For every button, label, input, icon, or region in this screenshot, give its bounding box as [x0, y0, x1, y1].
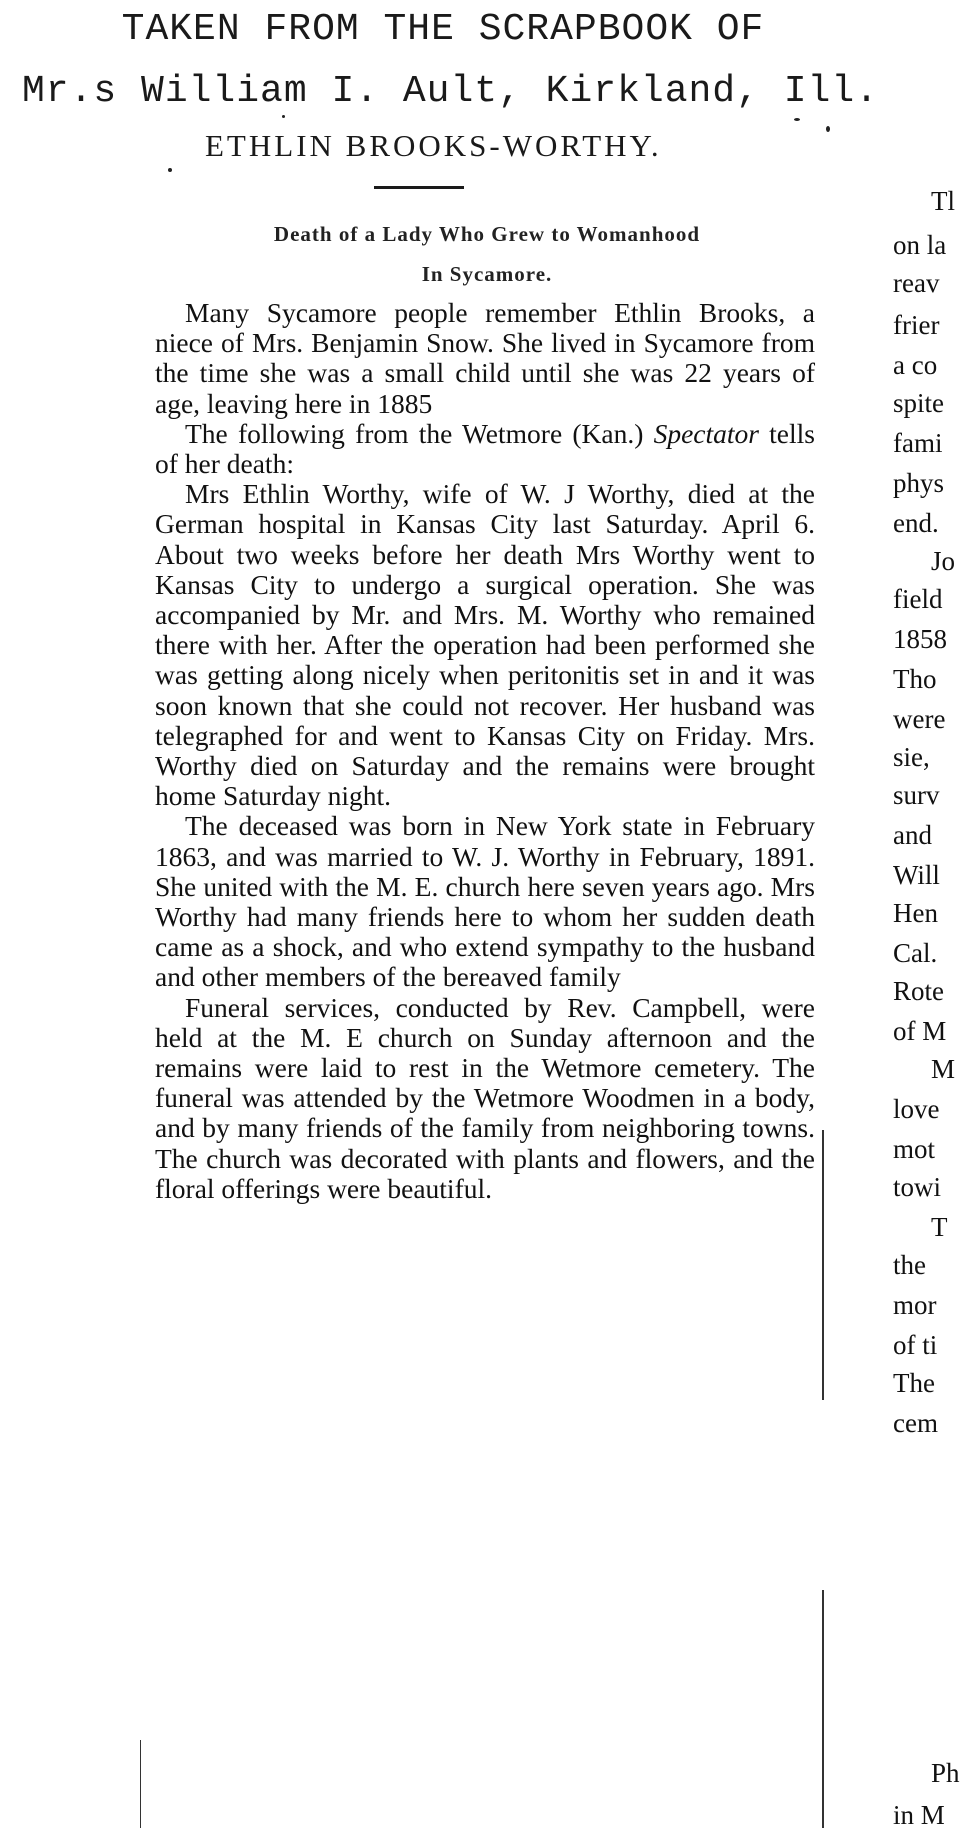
cropped-text-fragment: 1858	[893, 624, 947, 654]
cropped-text-fragment: Cal.	[893, 938, 938, 968]
cropped-text-fragment: mot	[893, 1134, 936, 1164]
article-body	[155, 298, 815, 1204]
cropped-text-fragment: in M	[893, 1800, 945, 1828]
cropped-text-fragment: and	[893, 820, 932, 850]
cropped-text-fragment: Tl	[931, 186, 955, 216]
cropped-text-fragment: frier	[893, 310, 940, 340]
cropped-text-fragment: Ph	[931, 1758, 960, 1788]
cropped-text-fragment: fami	[893, 428, 943, 458]
print-speck	[282, 115, 285, 118]
clipping-edge-line	[140, 1740, 141, 1828]
cropped-text-fragment: of ti	[893, 1330, 938, 1360]
cropped-text-fragment: end.	[893, 508, 939, 538]
scrapbook-title: TAKEN FROM THE SCRAPBOOK OF	[121, 8, 765, 51]
cropped-text-fragment: sie,	[893, 742, 930, 772]
cropped-text-fragment: cem	[893, 1408, 938, 1438]
print-speck	[168, 168, 172, 172]
source-text-before: The following from the Wetmore (Kan.)	[185, 417, 654, 449]
paragraph-source	[155, 419, 815, 479]
article-headline: ETHLIN BROOKS-WORTHY.	[205, 128, 662, 163]
cropped-text-fragment: were	[893, 704, 946, 734]
cropped-text-fragment: M	[931, 1054, 956, 1084]
source-text-after: tells of her death:	[155, 417, 815, 480]
headline-divider	[374, 186, 464, 189]
cropped-text-fragment: surv	[893, 780, 940, 810]
column-margin-line	[822, 1130, 824, 1400]
newspaper-name: Spectator	[653, 417, 759, 449]
column-margin-line	[822, 1590, 824, 1828]
cropped-text-fragment: T	[931, 1212, 948, 1242]
cropped-text-fragment: The	[893, 1368, 935, 1398]
cropped-text-fragment: on la	[893, 230, 947, 260]
cropped-text-fragment: the	[893, 1250, 926, 1280]
cropped-text-fragment: reav	[893, 268, 940, 298]
paragraph-funeral: Funeral services, conducted by Rev. Campbell, were held at the M. E church on Sunday afternoon and the remains were laid to rest in the Wetmore cemetery. The funeral was attended by the Wetmore Woodmen in a body, and by many friends of the family from neighboring towns. The church was decorated with plants and flowers, and the floral offerings were beautiful.	[155, 991, 815, 1204]
cropped-text-fragment: Jo	[931, 546, 956, 576]
scrapbook-owner: Mr.s William I. Ault, Kirkland, Ill.	[22, 70, 879, 113]
paragraph-biography: The deceased was born in New York state in February 1863, and was married to W. J. Worthy in February, 1891. She united with the M. E. church here seven years ago. Mrs Worthy had many friends here to whom her sudden death came as a shock, and who extend sympathy to the husband and other members of the bereaved family	[155, 810, 815, 993]
paragraph-death: Mrs Ethlin Worthy, wife of W. J Worthy, died at the German hospital in Kansas City last Saturday. April 6. About two weeks before her death Mrs Worthy went to Kansas City to undergo a surgical operation. She was accompanied by Mr. and Mrs. M. Worthy who remained there with her. After the operation had been performed she was getting along nicely when peritonitis set in and it was soon known that she could not recover. Her husband was telegraphed for and went to Kansas City on Friday. Mrs. Worthy died on Saturday and the remains were brought home Saturday night.	[155, 478, 815, 812]
cropped-text-fragment: love	[893, 1094, 940, 1124]
cropped-text-fragment: Hen	[893, 898, 938, 928]
cropped-text-fragment: mor	[893, 1290, 937, 1320]
article-subhead-line2: In Sycamore.	[421, 262, 553, 286]
cropped-text-fragment: of M	[893, 1016, 947, 1046]
cropped-text-fragment: a co	[893, 350, 938, 380]
paragraph-intro: Many Sycamore people remember Ethlin Brooks, a niece of Mrs. Benjamin Snow. She lived in Sycamore from the time she was a small child until she was 22 years of age, leaving here in 1885	[155, 297, 815, 419]
cropped-text-fragment: phys	[893, 468, 945, 498]
cropped-text-fragment: Will	[893, 860, 940, 890]
cropped-text-fragment: Rote	[893, 976, 944, 1006]
print-speck	[794, 118, 800, 121]
article-subhead-line1: Death of a Lady Who Grew to Womanhood	[273, 222, 701, 246]
cropped-text-fragment: field	[893, 584, 943, 614]
cropped-text-fragment: Tho	[893, 664, 937, 694]
print-speck	[826, 126, 830, 132]
cropped-text-fragment: spite	[893, 388, 944, 418]
cropped-text-fragment: towi	[893, 1172, 942, 1202]
